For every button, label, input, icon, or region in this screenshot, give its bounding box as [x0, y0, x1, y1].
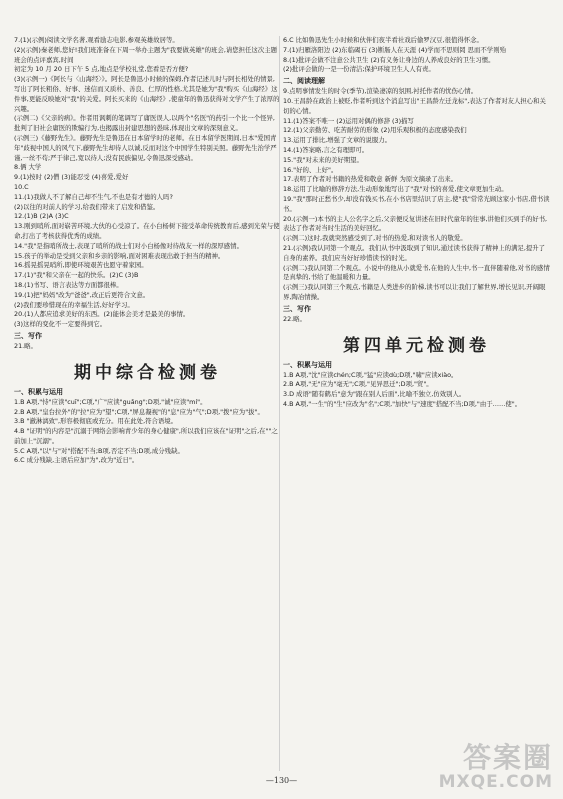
answer-line: 12.(1)B (2)A (3)C [14, 212, 69, 221]
answer-line: 6.C 成分残缺,主语后应加"为",改为"近日"。 [14, 456, 139, 465]
answer-line: 14."我"是指哨所战士,表现了哨所的战士们对小白杨像对待战友一样的深厚感情。 [14, 241, 243, 250]
answer-line: 4.B "证明"的内容是"沉溺于网络会影响青少年的身心健康",所以我们应该在"证明"之后,在""之前加上"沉溺"。 [14, 427, 278, 445]
section-heading-writing: 三、写作 [283, 304, 311, 313]
answer-line: 19."我"那时正愁书少,却没有钱买书,在小书店里结识了店主,使"我"常常光顾这家小书店,借书读书。 [283, 194, 550, 213]
answer-line: 5.C A项,"以"与"对"搭配不当;B项,否定不当;D项,成分残缺。 [14, 446, 184, 455]
midterm-answers [14, 398, 281, 467]
answer-line: 13.刚到哨所,面对崭苦环境,大伙的心受凉了。在小白杨树下接受革命传统教育后,感到光荣与使命,打出了考核获得优秀的成绩。 [14, 222, 280, 240]
page-number: —130— [265, 776, 298, 785]
writing-answer: 21.略。 [14, 341, 37, 350]
watermark-logo [439, 743, 553, 791]
watermark-url-text: MXQE.COM [438, 772, 553, 792]
answer-line: 15."我"对未来的美好期望。 [283, 155, 363, 164]
left-column [14, 36, 281, 466]
answer-line: 16.摇晃摇晃哨所,即使环境艰苦也愿守着家园。 [14, 261, 148, 270]
answer-line: (2)以往的对前人的学习,给我们带来了启发和借鉴。 [14, 202, 160, 211]
answer-line: (2)我们要珍惜现在的幸福生活,好好学习。 [14, 300, 134, 309]
answer-line: 10.王昌龄在政治上被贬,作者听到这个消息写出"王昌龄左迁龙标",表达了作者对友人担心和关切的心情。 [283, 96, 546, 115]
exam-title-unit-four: 第四单元检测卷 [343, 335, 490, 356]
answer-line: 1.B A项,"沈"应读chén;C项,"猛"应读dù;D项,"啸"应读xiào。 [283, 370, 458, 379]
answer-line: (示例三)我认同第三个观点,书籍是人类进步的阶梯,读书可以让我们了解世界,增长见识,开阔眼界,陶冶情操。 [283, 283, 546, 301]
unit-four-answers [283, 371, 550, 410]
answer-line: 18.(1)书写、语言表达等方面都很棒。 [14, 280, 123, 289]
writing-answer: 22.略。 [283, 314, 306, 323]
answer-line: 4.B A项,"一生"的"生"应改为"名";C项,"加快"与"速度"搭配不当;D项,"由于……使"。 [283, 399, 522, 408]
answer-line: 21.(示例)我认同第一个观点。我们从书中汲取到了知识,通过读书获得了精神上的满足,提升了自身的素养。我们应当好好珍惜读书的时光。 [283, 243, 546, 262]
answer-line: 初定为 10 月 20 日下午 5 点,地点是学校礼堂,您看是否方便? [14, 65, 189, 74]
answer-line: 14.(1)答案略,言之有理即可。 [283, 145, 369, 154]
answer-line: 2.B A项,"无"应为"毫无";C项,"见异思迁";D项,"贸"。 [283, 380, 433, 389]
answer-line: 9.点明事情发生的时令(季节),渲染凄凉的氛围,衬托作者的忧伤心情。 [283, 87, 478, 96]
answer-line: 8.(1)批评会做不注意公共卫生 (2)有义务让身边的人养成良好的卫生习惯。 [283, 55, 495, 64]
section-heading-accumulation: 一、积累与运用 [283, 360, 332, 369]
answer-line: 13.运用了排比,增强了文章的说服力。 [283, 136, 392, 145]
answer-line: 2.B A项,"皇台拉外"的"拉"应为"望";C项,"屏息凝视"的"息"应为"气";D项,"拨"应为"拔"。 [14, 407, 264, 416]
answer-line: (3)这样的变化不一定要得到它。 [14, 320, 107, 329]
watermark-main-text: 答案圈 [462, 741, 553, 774]
answer-line: 20.(示例一)本书的主人公名字之后,父亲便反复讲述在旧时代童年的往事,讲他们买到手的好书,表达了作者对当时生活的美好回忆。 [283, 214, 548, 233]
answer-line: 7.(1)(示例)阅读文学名著,观看励志电影,参观英雄故居等。 [14, 36, 179, 44]
answer-line: 11.(1)我做人不了解自己却不生气,不也是有才德的人吗? [14, 192, 173, 201]
answer-line: 8.俩 大学 [14, 163, 42, 172]
answer-line: 11.(1)答案不唯一 (2)运用对偶的修辞 (3)描写 [283, 116, 414, 125]
answer-line: 12.(1)父亲勤劳、吃苦耐劳的形象 (2)用乐观积极的态度感染我们 [283, 126, 467, 135]
exam-title-midterm: 期中综合检测卷 [74, 362, 221, 383]
answer-line: 17.表明了作者对书籍的热爱和敬意 新鲜 为原文摘录了出来。 [283, 175, 457, 184]
section-heading-reading: 二、阅读理解 [283, 77, 325, 86]
answer-line: 19.(1)把"妈妈"改为"爸爸",改正后更符合文意。 [14, 290, 150, 299]
answer-line: (2)(示例)秦老师,您好!我们班准备在下周一举办主题为"我要做英雄"的班会,请您担任这次主题班会的点评嘉宾,时间 [14, 45, 277, 64]
left-answers [14, 36, 281, 330]
answer-line: 15.孩子的举动是受到父亲和乡亲的影响,面对困难表现出敢于担当的精神。 [14, 251, 225, 260]
answer-line: (2)批评会做的一是一份清洁;保护环境卫生人人有责。 [283, 65, 435, 74]
answer-line: 1.B A项,"恃"应读"cuī";C项,"广"应读"guǎng";D项,"诚"应读"mí"。 [14, 397, 207, 406]
answer-line: (示例二)《父亲的病》。作者用讽刺的笔调写了庸医误人,以两个"名医"的药引一个比一个怪异,批判了旧社会庸医的欺骗行为,也揭露出封建思想的愚昧,体现出文章的深刻意义。 [14, 114, 275, 133]
answer-line: 20.(1)人都应追求美好的东西。(2)能体会美才是最美的事情。 [14, 310, 190, 319]
answer-line: 3.D 成语"随有鹤后"意为"跟在别人后面",比喻不独立,仿效别人。 [283, 390, 466, 399]
answer-line: 7.(1)归雁洛阳边 (2)东临碣石 (3)断肠人在天涯 (4)学而不思则罔 思而不学则殆 [283, 45, 506, 54]
answer-line: 16."好的、上好"。 [283, 165, 338, 174]
right-column [283, 36, 550, 410]
answer-line: 18.运用了比喻的修辞方法,生动形象地写出了"我"对书的喜爱,使文章更加生动。 [283, 185, 508, 194]
answer-line: 10.C [14, 182, 29, 191]
answer-line: (示例二)这时,我就突然感受到了,对书的热爱,和对读书人的敬爱。 [283, 234, 467, 243]
section-heading-accumulation: 一、积累与运用 [14, 387, 63, 396]
answer-line: 9.(1)按时 (2)僧 (3)能忍受 (4)喜爱,爱好 [14, 173, 129, 182]
answer-line: 6.C 比如鲁迅先生小时候和伙伴们夜半看社戏后偷罗汉豆,很值得怀念。 [283, 36, 483, 44]
answer-line: (3)(示例一)《阿长与〈山海经〉》。阿长是鲁迅小时候的保姆,作者记述儿时与阿长相处的情景,写出了阿长粗俗、好事、迷信而又质朴、善良、仁厚的性格,尤其是她为"我"购买《山海经》这件事,更能反映她对"我"的关爱。阿长买来的《山海经》,使童年的鲁迅获得对文学产生了浓厚的兴趣。 [14, 75, 280, 113]
answer-line: (示例三)《藤野先生》。藤野先生是鲁迅在日本留学时的老师。在日本留学医期间,日本"爱国青年"歧视中国人的风气下,藤野先生却待人以诚,反而对这个中国学生特别关照。藤野先生治学严谨,一丝不苟;严于律己,宽以待人;没有民族偏见,令鲁迅深受感动。 [14, 133, 277, 162]
answer-line: 3.B "澈淋漓致",形容极彻底或充分。用在此处,符合语境。 [14, 417, 178, 426]
section-heading-writing: 三、写作 [14, 331, 42, 340]
answer-line: (示例二)我认同第二个观点。小说中的他从小就爱书,在他的人生中,书一直伴随着他,对书的感情是真挚的,书给了他温暖和力量。 [283, 263, 550, 282]
right-answers [283, 36, 550, 303]
answer-line: 17.(1)"我"和父亲在一起的快乐。(2)C (3)B [14, 271, 139, 280]
